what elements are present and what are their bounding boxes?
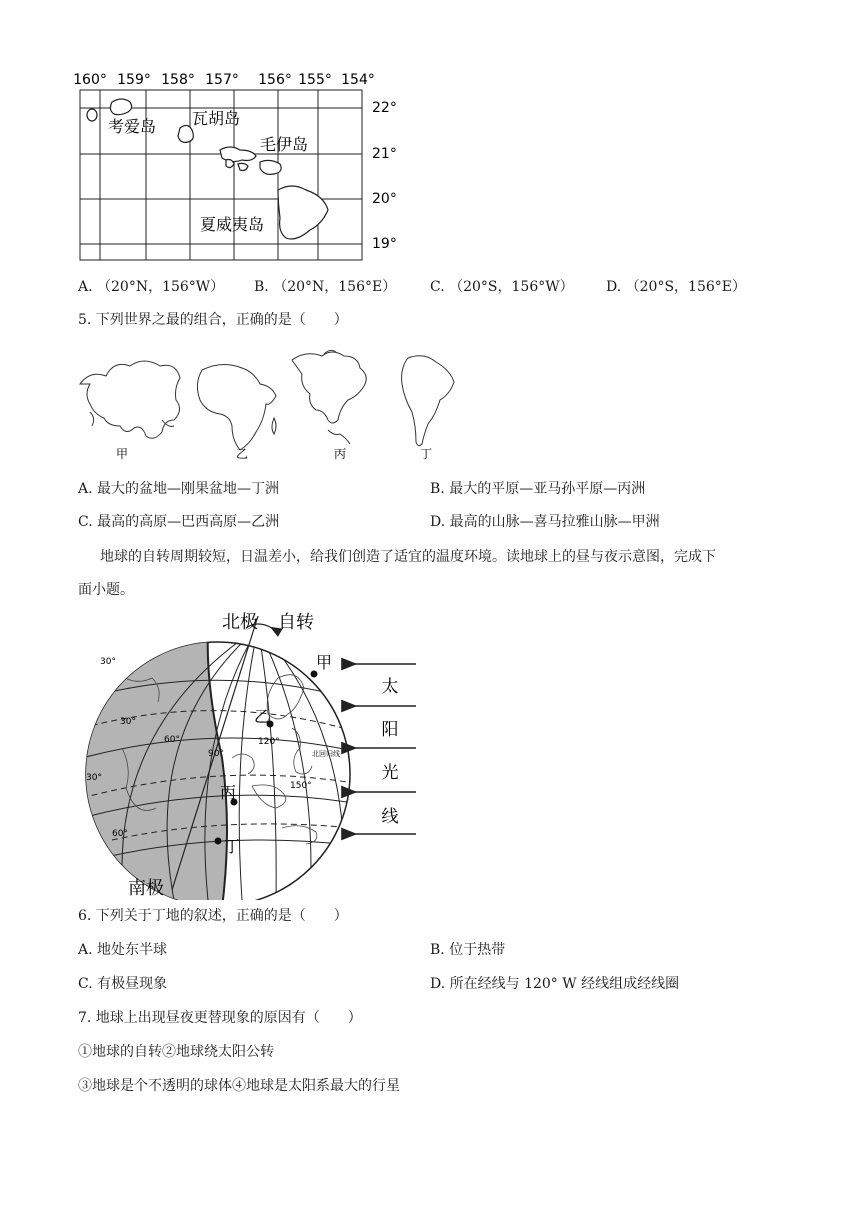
continent-figures (70, 346, 490, 464)
q4-option-a: A. （20°N，156°W） (78, 279, 225, 295)
continent-label: 丁 (419, 447, 433, 461)
sunlight-char: 阳 (381, 720, 399, 740)
continent-label: 丙 (333, 447, 347, 461)
q5-option-d: D. 最高的山脉—喜马拉雅山脉—甲洲 (430, 514, 660, 530)
lon-label: 156° (258, 72, 292, 88)
north-pole-label: 北极 (222, 612, 258, 633)
q6-option-d: D. 所在经线与 120° W 经线组成经线圈 (430, 976, 680, 992)
lat-mark: 60° (164, 735, 180, 745)
q6-stem: 6. 下列关于丁地的叙述，正确的是（ ） (78, 908, 348, 924)
passage-line-2: 面小题。 (78, 582, 134, 598)
point-label: 丙 (220, 783, 237, 802)
lat-label: 22° (372, 100, 397, 116)
q7-line-2: ③地球是个不透明的球体④地球是太阳系最大的行星 (78, 1078, 400, 1094)
lon-mark: 150° (290, 781, 312, 791)
q7-line-1: ①地球的自转②地球绕太阳公转 (78, 1044, 274, 1060)
island-label: 夏威夷岛 (200, 215, 265, 234)
lat-label: 21° (372, 146, 397, 162)
continent-yi-outline (197, 364, 276, 450)
point-label: 丁 (224, 837, 241, 856)
point-label: 甲 (316, 653, 333, 672)
continent-label: 乙 (235, 447, 249, 461)
island-label: 毛伊岛 (260, 135, 309, 154)
point-label: 乙 (254, 707, 271, 726)
rotation-label: 自转 (278, 612, 314, 633)
sunlight-char: 线 (381, 807, 399, 827)
lon-mark: 90° (208, 749, 224, 759)
lon-label: 159° (117, 72, 151, 88)
lon-label: 157° (205, 72, 239, 88)
sunlight-char: 光 (381, 763, 399, 783)
q5-option-a: A. 最大的盆地—刚果盆地—丁洲 (78, 481, 280, 497)
lon-label: 160° (73, 72, 107, 88)
lon-mark: 120° (258, 737, 280, 747)
island-label: 考爱岛 (108, 117, 157, 136)
south-pole-label: 南极 (128, 878, 164, 899)
lon-label: 154° (341, 72, 375, 88)
q6-option-a: A. 地处东半球 (78, 942, 168, 958)
hawaii-map (60, 66, 420, 266)
globe-svg (82, 608, 422, 900)
lat-label: 20° (372, 191, 397, 207)
continents-svg (70, 346, 490, 464)
sunlight-char: 太 (381, 677, 399, 697)
continent-jia-outline (80, 361, 180, 438)
q5-option-c: C. 最高的高原—巴西高原—乙洲 (78, 514, 280, 530)
day-night-globe-figure (82, 608, 422, 900)
island-label: 瓦胡岛 (192, 109, 241, 128)
passage-line-1: 地球的自转周期较短，日温差小，给我们创造了适宜的温度环境。读地球上的昼与夜示意图，完成下 (100, 549, 716, 565)
continent-label: 甲 (115, 447, 129, 461)
continent-ding-outline (402, 356, 454, 446)
continent-bing-outline (292, 352, 366, 423)
lat-mark: 30° (100, 657, 116, 667)
lon-label: 155° (298, 72, 332, 88)
point-ding (215, 838, 222, 845)
q4-option-d: D. （20°S，156°E） (606, 279, 746, 295)
q6-option-b: B. 位于热带 (430, 942, 506, 958)
q4-option-c: C. （20°S，156°W） (430, 279, 574, 295)
lat-mark: 30° (86, 773, 102, 783)
q6-option-c: C. 有极昼现象 (78, 976, 168, 992)
lat-mark: 30° (120, 717, 136, 727)
lat-mark: 60° (112, 829, 128, 839)
q5-option-b: B. 最大的平原—亚马孙平原—丙洲 (430, 481, 646, 497)
q4-option-b: B. （20°N，156°E） (254, 279, 397, 295)
lat-label: 19° (372, 236, 397, 252)
q5-stem: 5. 下列世界之最的组合，正确的是（ ） (78, 312, 348, 328)
hawaii-map-svg (60, 66, 420, 266)
lon-label: 158° (161, 72, 195, 88)
q7-stem: 7. 地球上出现昼夜更替现象的原因有（ ） (78, 1010, 362, 1026)
tropic-label: 北回归线 (312, 750, 340, 758)
